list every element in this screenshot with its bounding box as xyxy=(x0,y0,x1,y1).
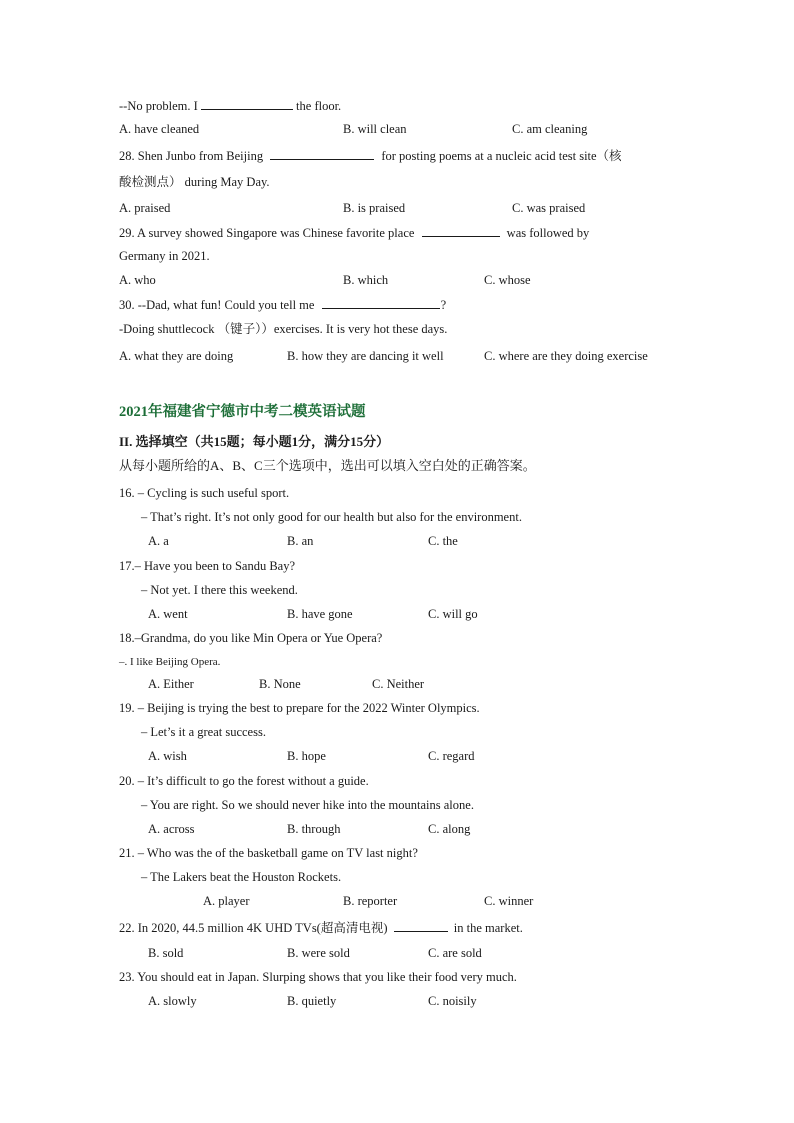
q17-option-b: B. have gone xyxy=(287,607,353,621)
q21-option-c: C. winner xyxy=(484,894,534,908)
q18-option-c: C. Neither xyxy=(372,677,425,691)
q20-option-b: B. through xyxy=(287,822,341,836)
q30-option-a: A. what they are doing xyxy=(119,349,234,363)
q20-reply: – You are right. So we should never hike into the mountains alone. xyxy=(141,798,474,812)
q30-option-b: B. how they are dancing it well xyxy=(287,349,444,363)
q16-option-b: B. an xyxy=(287,534,314,548)
q29-option-c: C. whose xyxy=(484,273,531,287)
q19-question: 19. – Beijing is trying the best to prepare for the 2022 Winter Olympics. xyxy=(119,701,480,715)
answer-blank xyxy=(422,224,500,237)
q30-text-post: ? xyxy=(440,298,447,312)
q27-option-b: B. will clean xyxy=(343,122,407,136)
q28-option-b: B. is praised xyxy=(343,201,406,215)
q30-line2: -Doing shuttlecock （键子））exercises. It is very hot these days. xyxy=(119,322,448,336)
q17-reply: – Not yet. I there this weekend. xyxy=(141,583,298,597)
q23-question: 23. You should eat in Japan. Slurping shows that you like their food very much. xyxy=(119,970,517,984)
q28-line1 xyxy=(119,147,622,164)
q30-text-pre: 30. --Dad, what fun! Could you tell me xyxy=(119,298,315,312)
exam-title: 2021年福建省宁德市中考二模英语试题 xyxy=(119,404,366,420)
q28-option-c: C. was praised xyxy=(512,201,586,215)
q20-option-c: C. along xyxy=(428,822,471,836)
section-heading: II. 选择填空（共15题；每小题1分，满分15分） xyxy=(119,434,390,449)
q16-reply: – That’s right. It’s not only good for our health but also for the environment. xyxy=(141,510,522,524)
q21-option-b: B. reporter xyxy=(343,894,398,908)
q22-text-post: in the market. xyxy=(453,921,523,935)
answer-blank xyxy=(322,296,440,309)
q29-text-post: was followed by xyxy=(506,226,590,240)
section-instruction: 从每小题所给的A、B、C三个选项中，选出可以填入空白处的正确答案。 xyxy=(119,458,536,473)
q22-option-b: B. were sold xyxy=(287,946,350,960)
q22-text-pre: 22. In 2020, 44.5 million 4K UHD TVs(超高清电视) xyxy=(119,921,388,935)
q20-question: 20. – It’s difficult to go the forest without a guide. xyxy=(119,774,369,788)
q28-text-pre: 28. Shen Junbo from Beijing xyxy=(119,149,264,163)
answer-blank xyxy=(394,919,448,932)
q23-option-c: C. noisily xyxy=(428,994,477,1008)
q28-text-post: for posting poems at a nucleic acid test site（核 xyxy=(381,149,622,163)
q16-option-c: C. the xyxy=(428,534,458,548)
q16-question: 16. – Cycling is such useful sport. xyxy=(119,486,290,500)
q19-option-a: A. wish xyxy=(148,749,187,763)
q27-option-a: A. have cleaned xyxy=(119,122,200,136)
q29-line1 xyxy=(119,224,589,241)
answer-blank xyxy=(270,147,374,160)
q18-option-b: B. None xyxy=(259,677,301,691)
q29-option-b: B. which xyxy=(343,273,389,287)
q18-reply: –. I like Beijing Opera. xyxy=(119,656,221,668)
q21-option-a: A. player xyxy=(203,894,250,908)
q22-option-a: B. sold xyxy=(148,946,184,960)
q23-option-b: B. quietly xyxy=(287,994,337,1008)
q22-question xyxy=(119,919,523,936)
q30-line1 xyxy=(119,296,446,313)
q23-option-a: A. slowly xyxy=(148,994,197,1008)
q18-question: 18.–Grandma, do you like Min Opera or Yue Opera? xyxy=(119,631,383,645)
q19-option-b: B. hope xyxy=(287,749,326,763)
q29-line2: Germany in 2021. xyxy=(119,249,210,263)
q17-question: 17.– Have you been to Sandu Bay? xyxy=(119,559,296,573)
q21-question: 21. – Who was the of the basketball game on TV last night? xyxy=(119,846,418,860)
q22-option-c: C. are sold xyxy=(428,946,482,960)
q27-reply xyxy=(119,97,341,114)
q29-text-pre: 29. A survey showed Singapore was Chinese favorite place xyxy=(119,226,415,240)
q18-option-a: A. Either xyxy=(148,677,194,691)
q21-reply: – The Lakers beat the Houston Rockets. xyxy=(141,870,342,884)
q28-option-a: A. praised xyxy=(119,201,171,215)
q20-option-a: A. across xyxy=(148,822,195,836)
q17-option-c: C. will go xyxy=(428,607,478,621)
q27-option-c: C. am cleaning xyxy=(512,122,588,136)
q30-option-c: C. where are they doing exercise xyxy=(484,349,648,363)
q28-line2: 酸检测点） during May Day. xyxy=(119,175,270,189)
q27-reply-pre: --No problem. I xyxy=(119,99,198,113)
answer-blank xyxy=(201,97,293,110)
q16-option-a: A. a xyxy=(148,534,169,548)
q19-option-c: C. regard xyxy=(428,749,475,763)
q19-reply: – Let’s it a great success. xyxy=(141,725,266,739)
q29-option-a: A. who xyxy=(119,273,156,287)
q27-reply-post: the floor. xyxy=(296,99,342,113)
q17-option-a: A. went xyxy=(148,607,188,621)
